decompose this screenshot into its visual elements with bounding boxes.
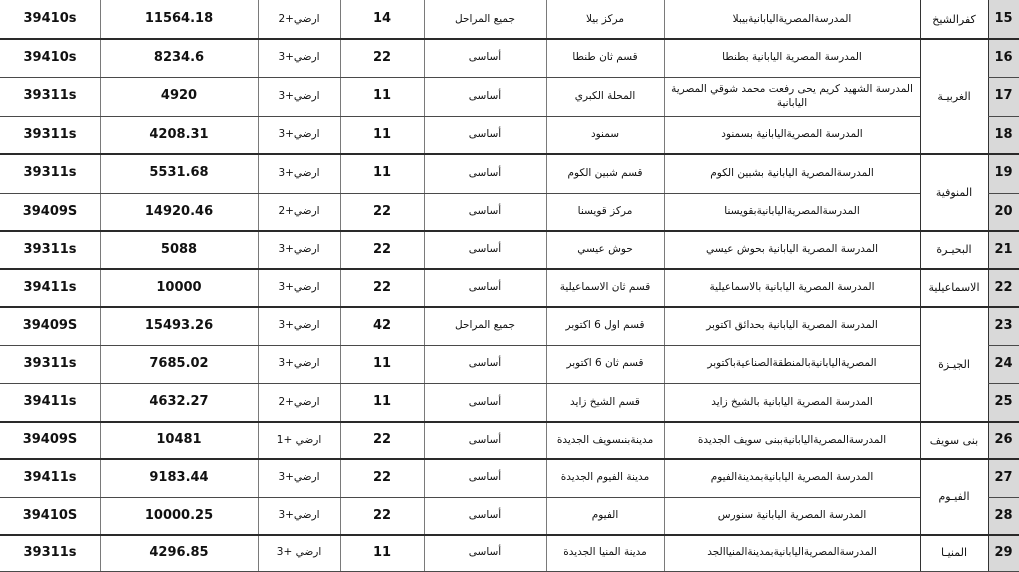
row-divider bbox=[0, 458, 1019, 460]
classes-cell: 11 bbox=[372, 355, 392, 371]
row-number: 26 bbox=[994, 432, 1013, 448]
governorate-cell: بنى سويف bbox=[929, 433, 979, 447]
row-number: 19 bbox=[994, 165, 1013, 181]
land-cell: ارضي+3 bbox=[278, 51, 320, 64]
area-cell: 5088 bbox=[160, 241, 198, 257]
area-cell: 4208.31 bbox=[149, 126, 209, 142]
code-cell: 39409S bbox=[22, 432, 78, 448]
code-cell: 39409S bbox=[22, 317, 78, 333]
row-number: 25 bbox=[994, 394, 1013, 410]
row-number: 27 bbox=[994, 469, 1013, 485]
district-cell: سمنود bbox=[590, 128, 620, 141]
governorate-cell: الجيـزة bbox=[938, 357, 970, 371]
row-divider bbox=[988, 383, 1019, 384]
stage-cell: أساسى bbox=[468, 509, 502, 522]
classes-cell: 22 bbox=[372, 279, 392, 295]
row-number: 20 bbox=[994, 203, 1013, 219]
district-cell: الفيوم bbox=[591, 509, 619, 522]
row-number: 15 bbox=[994, 11, 1013, 27]
area-cell: 9183.44 bbox=[149, 469, 209, 485]
classes-cell: 11 bbox=[372, 544, 392, 560]
area-cell: 7685.02 bbox=[149, 355, 209, 371]
school-cell: المدرسة المصرية اليابانية بحوش عيسي bbox=[706, 243, 879, 256]
district-cell: مدينةبنىسويف الجديدة bbox=[556, 433, 654, 446]
row-number: 29 bbox=[994, 544, 1013, 560]
code-cell: 39311s bbox=[23, 88, 77, 104]
code-cell: 39411s bbox=[23, 469, 77, 485]
row-divider bbox=[0, 193, 920, 194]
land-cell: ارضي+3 bbox=[278, 243, 320, 256]
governorate-cell: كفرالشيخ bbox=[932, 12, 976, 26]
row-divider bbox=[988, 193, 1019, 194]
row-divider bbox=[0, 383, 920, 384]
district-cell: المحلة الكبري bbox=[574, 89, 636, 102]
school-cell: المدرسةالمصريةاليابانيةبقويسنا bbox=[724, 205, 860, 218]
district-cell: قسم ثان 6 اكتوبر bbox=[566, 357, 644, 370]
code-cell: 39311s bbox=[23, 544, 77, 560]
row-number: 21 bbox=[994, 241, 1013, 257]
row-number: 28 bbox=[994, 507, 1013, 523]
stage-cell: جميع المراحل bbox=[455, 12, 515, 25]
school-cell: المدرسة المصرية اليابانية بحدائق اكتوبر bbox=[706, 319, 878, 332]
land-cell: ارضي+3 bbox=[278, 509, 320, 522]
district-cell: مدينة المنيا الجديدة bbox=[563, 546, 647, 559]
area-cell: 10000.25 bbox=[144, 507, 214, 523]
governorate-cell: الغربيـة bbox=[937, 89, 971, 103]
code-cell: 39410s bbox=[23, 11, 77, 27]
stage-cell: أساسى bbox=[468, 433, 502, 446]
land-cell: ارضي+3 bbox=[278, 319, 320, 332]
classes-cell: 11 bbox=[372, 165, 392, 181]
school-cell: المدرسةالمصريةاليابانيةبيبلا bbox=[732, 12, 852, 25]
stage-cell: أساسى bbox=[468, 471, 502, 484]
classes-cell: 22 bbox=[372, 49, 392, 65]
area-cell: 10481 bbox=[156, 432, 202, 448]
land-cell: ارضي+3 bbox=[278, 166, 320, 179]
classes-cell: 22 bbox=[372, 241, 392, 257]
area-cell: 14920.46 bbox=[144, 203, 214, 219]
row-number: 23 bbox=[994, 317, 1013, 333]
stage-cell: أساسى bbox=[468, 357, 502, 370]
code-cell: 39410S bbox=[22, 507, 78, 523]
code-cell: 39311s bbox=[23, 126, 77, 142]
district-cell: قسم الشيخ زايد bbox=[570, 395, 640, 408]
row-number: 18 bbox=[994, 126, 1013, 142]
school-cell: المدرسة المصريةاليابانية بسمنود bbox=[721, 128, 863, 141]
row-divider bbox=[0, 497, 920, 498]
row-divider bbox=[0, 77, 920, 78]
school-cell: المدرسة المصرية اليابانية بالاسماعيلية bbox=[709, 281, 875, 294]
stage-cell: أساسى bbox=[468, 51, 502, 64]
row-divider bbox=[0, 345, 920, 346]
land-cell: ارضي+2 bbox=[278, 12, 320, 25]
land-cell: ارضي +3 bbox=[276, 546, 322, 559]
row-number: 17 bbox=[994, 88, 1013, 104]
stage-cell: أساسى bbox=[468, 89, 502, 102]
stage-cell: أساسى bbox=[468, 546, 502, 559]
row-number: 24 bbox=[994, 355, 1013, 371]
land-cell: ارضي+3 bbox=[278, 281, 320, 294]
row-divider bbox=[988, 116, 1019, 117]
row-divider bbox=[988, 497, 1019, 498]
area-cell: 4920 bbox=[160, 88, 198, 104]
code-cell: 39311s bbox=[23, 165, 77, 181]
district-cell: مركز بيلا bbox=[586, 12, 624, 25]
classes-cell: 11 bbox=[372, 394, 392, 410]
school-cell: المدرسة المصرية اليابانية بالشيخ زايد bbox=[711, 395, 873, 408]
land-cell: ارضي+3 bbox=[278, 357, 320, 370]
code-cell: 39409S bbox=[22, 203, 78, 219]
school-cell: المدرسةالمصريةاليابانيةبمدينةالمنياالجد bbox=[707, 546, 877, 559]
district-cell: قسم ثان الاسماعيلية bbox=[559, 281, 651, 294]
code-cell: 39411s bbox=[23, 394, 77, 410]
school-cell: المدرسة المصرية اليابانية بطنطا bbox=[722, 51, 862, 64]
stage-cell: أساسى bbox=[468, 281, 502, 294]
district-cell: مركز قويسنا bbox=[577, 205, 633, 218]
row-divider bbox=[0, 116, 920, 117]
governorate-cell: الاسماعيلية bbox=[928, 281, 980, 295]
school-cell: المصريةاليابانيةبالمنطقةالصناعيةباكتوبر bbox=[707, 357, 877, 370]
school-cell: المدرسةالمصريةاليابانيةببنى سويف الجديدة bbox=[697, 433, 887, 446]
row-divider bbox=[0, 38, 1019, 40]
governorate-cell: المنوفية bbox=[935, 185, 973, 199]
area-cell: 4296.85 bbox=[149, 544, 209, 560]
area-cell: 11564.18 bbox=[144, 11, 214, 27]
row-number: 16 bbox=[994, 49, 1013, 65]
district-cell: قسم اول 6 اكتوبر bbox=[565, 319, 645, 332]
code-cell: 39410s bbox=[23, 49, 77, 65]
classes-cell: 22 bbox=[372, 469, 392, 485]
land-cell: ارضي +1 bbox=[276, 433, 322, 446]
row-divider bbox=[0, 534, 1019, 536]
classes-cell: 11 bbox=[372, 126, 392, 142]
stage-cell: جميع المراحل bbox=[455, 319, 515, 332]
school-cell: المدرسة المصرية اليابانيةبمدينةالفيوم bbox=[710, 471, 874, 484]
area-cell: 8234.6 bbox=[153, 49, 205, 65]
district-cell: قسم ثان طنطا bbox=[572, 51, 638, 64]
land-cell: ارضي+3 bbox=[278, 89, 320, 102]
classes-cell: 22 bbox=[372, 507, 392, 523]
classes-cell: 11 bbox=[372, 88, 392, 104]
stage-cell: أساسى bbox=[468, 205, 502, 218]
stage-cell: أساسى bbox=[468, 128, 502, 141]
district-cell: حوش عيسي bbox=[577, 243, 633, 256]
area-cell: 5531.68 bbox=[149, 165, 209, 181]
governorate-cell: المنيـا bbox=[941, 546, 967, 560]
code-cell: 39311s bbox=[23, 241, 77, 257]
row-divider bbox=[0, 306, 1019, 308]
code-cell: 39311s bbox=[23, 355, 77, 371]
district-cell: مدينة الفيوم الجديدة bbox=[560, 471, 650, 484]
row-divider bbox=[0, 421, 1019, 423]
area-cell: 15493.26 bbox=[144, 317, 214, 333]
stage-cell: أساسى bbox=[468, 166, 502, 179]
stage-cell: أساسى bbox=[468, 243, 502, 256]
row-divider bbox=[988, 77, 1019, 78]
school-cell: المدرسة المصرية اليابانية سنورس bbox=[717, 509, 867, 522]
area-cell: 4632.27 bbox=[149, 394, 209, 410]
row-divider bbox=[0, 153, 1019, 155]
row-number: 22 bbox=[994, 279, 1013, 295]
land-cell: ارضي+2 bbox=[278, 205, 320, 218]
governorate-cell: الفيـوم bbox=[938, 490, 970, 504]
land-cell: ارضي+3 bbox=[278, 128, 320, 141]
classes-cell: 42 bbox=[372, 317, 392, 333]
school-cell: المدرسةالمصرية اليابانية بشبين الكوم bbox=[710, 166, 874, 179]
row-divider bbox=[0, 268, 1019, 270]
school-cell: المدرسة الشهيد كريم يحى رفعت محمد شوقي المصرية اليابانية bbox=[671, 83, 913, 109]
area-cell: 10000 bbox=[156, 279, 202, 295]
row-divider bbox=[988, 345, 1019, 346]
stage-cell: أساسى bbox=[468, 395, 502, 408]
governorate-cell: البحيـرة bbox=[936, 243, 972, 257]
classes-cell: 14 bbox=[372, 11, 392, 27]
district-cell: قسم شبين الكوم bbox=[567, 166, 643, 179]
code-cell: 39411s bbox=[23, 279, 77, 295]
land-cell: ارضي+3 bbox=[278, 471, 320, 484]
classes-cell: 22 bbox=[372, 203, 392, 219]
classes-cell: 22 bbox=[372, 432, 392, 448]
row-divider bbox=[0, 230, 1019, 232]
land-cell: ارضي+2 bbox=[278, 395, 320, 408]
